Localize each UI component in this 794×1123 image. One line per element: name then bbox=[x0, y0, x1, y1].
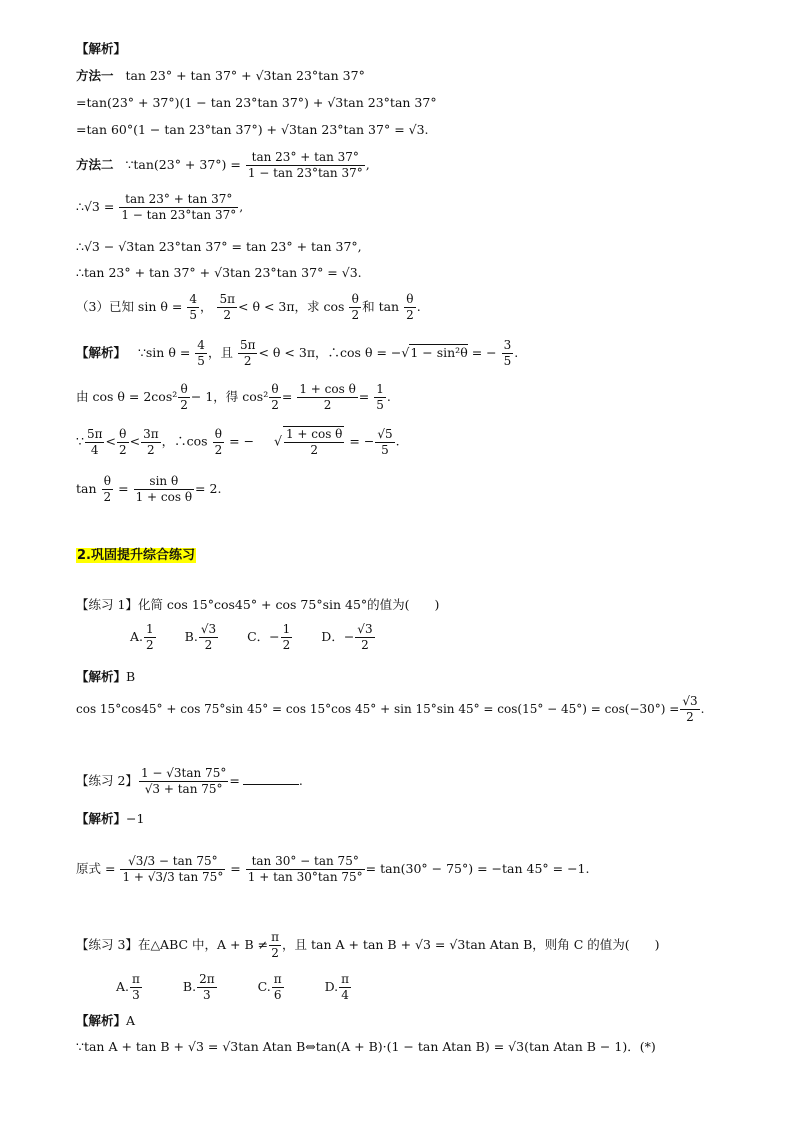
method2-sqrt3-line: ∴√3 = $\frac{\tan 23^\circ + \tan 37^\circ}{1 - \tan 23^\circ\tan 37^\circ}$ , bbox=[76, 192, 244, 222]
section-title: 2.巩固提升综合练习 bbox=[77, 548, 195, 563]
method2-label: 方法二 bbox=[76, 157, 114, 172]
option-2: C. $\frac{\pi}{6}$ bbox=[257, 972, 282, 1002]
question-3: （3）已知 sin θ = $\frac{4}{5}$ ， $\frac{5\pi}{2}$ < θ < 3π，求 cos $\frac{\theta}{2}$ 和 tan $\frac{\theta}{2}$ . bbox=[76, 292, 421, 322]
practice-2-solution: 原式 = $\frac{√3/3 - \tan 75^\circ}{1 + √3/3 \tan 75^\circ}$ = $\frac{\tan 30^\circ - \tan 75^\circ}{1 + \tan 30^\circ\tan 75^\circ}$ = tan(30° − 75°) = −tan 45° = −1. bbox=[76, 854, 590, 884]
method1-line bbox=[76, 67, 365, 85]
practice-3: 【练习 3】在△ABC 中，A + B ≠ $\frac{\pi}{2}$ ，且 tan A + tan B + √3 = √3tan Atan B，则角 C 的值为( ) bbox=[76, 930, 660, 960]
practice-3-options bbox=[116, 972, 392, 1003]
solution-3-line-2: 由 cos θ = 2cos² $\frac{\theta}{2}$ − 1，得 cos² $\frac{\theta}{2}$ = $\frac{\text{1 + cos θ}}{2}$ = $\frac{1}{5}$ . bbox=[76, 382, 391, 412]
solution-3-line-3: ∵ $\frac{5\pi}{4}$ < $\frac{\theta}{2}$ < $\frac{3\pi}{2}$ ，∴cos $\frac{\theta}{2}$ = − √ $\frac{\text{1 + cos θ}}{2}$ = − $\frac{√5}{5}$ . bbox=[76, 426, 400, 457]
method1-line-b: =tan(23° + 37°)(1 − tan 23°tan 37°) + √3tan 23°tan 37° bbox=[76, 95, 437, 110]
practice-1-options bbox=[130, 622, 404, 653]
method2-line: 方法二 ∵tan(23° + 37°) = $\frac{\tan 23^\circ + \tan 37^\circ}{1 - \tan 23^\circ\tan 37^\circ}$ , bbox=[76, 150, 370, 180]
method1-label: 方法一 bbox=[76, 68, 114, 83]
option-3: D. $\frac{\pi}{4}$ bbox=[324, 972, 350, 1002]
practice-3-solution: ∵tan A + tan B + √3 = √3tan Atan B⇔tan(A + B)·(1 − tan Atan B) = √3(tan Atan B − 1)．(*) bbox=[76, 1039, 656, 1054]
answer-blank bbox=[243, 784, 299, 785]
practice-2-answer: 【解析】−1 bbox=[76, 811, 145, 826]
method2-pre: ∵tan(23° + 37°) = bbox=[125, 157, 241, 172]
practice-2: 【练习 2】 $\frac{1 - √3\tan 75^\circ}{√3 + \tan 75^\circ}$ = . bbox=[76, 766, 303, 796]
option-1: B. $\frac{2\pi}{3}$ bbox=[182, 972, 215, 1002]
practice-1-answer: 【解析】B bbox=[76, 669, 136, 684]
method1-expr: tan 23° + tan 37° + √3tan 23°tan 37° bbox=[125, 68, 365, 83]
practice-3-answer: 【解析】A bbox=[76, 1013, 136, 1028]
option-2: C．− $\frac{1}{2}$ bbox=[247, 622, 291, 652]
method2-line-5: ∴tan 23° + tan 37° + √3tan 23°tan 37° = √3. bbox=[76, 265, 362, 280]
jiexi-label-1: 【解析】 bbox=[76, 41, 127, 56]
method2-line-4: ∴√3 − √3tan 23°tan 37° = tan 23° + tan 37°, bbox=[76, 239, 362, 254]
option-0: A. $\frac{\pi}{3}$ bbox=[116, 972, 140, 1002]
method1-line-c: =tan 60°(1 − tan 23°tan 37°) + √3tan 23°tan 37° = √3. bbox=[76, 122, 429, 137]
method2-fraction: $\frac{\tan 23^\circ + \tan 37^\circ}{1 - \tan 23^\circ\tan 37^\circ}$ bbox=[247, 150, 363, 180]
method2-fraction-2: $\frac{\tan 23^\circ + \tan 37^\circ}{1 - \tan 23^\circ\tan 37^\circ}$ bbox=[121, 192, 237, 222]
practice-1-solution: cos 15°cos45° + cos 75°sin 45° = cos 15°cos 45° + sin 15°sin 45° = cos(15° − 45°) = cos(−30°) = $\frac{√3}{2}$ . bbox=[76, 694, 705, 724]
option-1: B. $\frac{√3}{2}$ bbox=[184, 622, 217, 652]
option-0: A. $\frac{1}{2}$ bbox=[130, 622, 154, 652]
solution-3-line-4: tan $\frac{\theta}{2}$ = $\frac{\text{sin θ}}{\text{1 + cos θ}}$ = 2. bbox=[76, 474, 222, 504]
solution-3-line-1: 【解析】 ∵sin θ = $\frac{4}{5}$ ，且 $\frac{5\pi}{2}$ < θ < 3π，∴cos θ = −√1 − sin²θ = − $\frac{3}{5}$ . bbox=[76, 338, 519, 368]
option-3: D．− $\frac{√3}{2}$ bbox=[321, 622, 373, 652]
practice-1: 【练习 1】化简 cos 15°cos45° + cos 75°sin 45°的值为( ) bbox=[76, 597, 440, 612]
